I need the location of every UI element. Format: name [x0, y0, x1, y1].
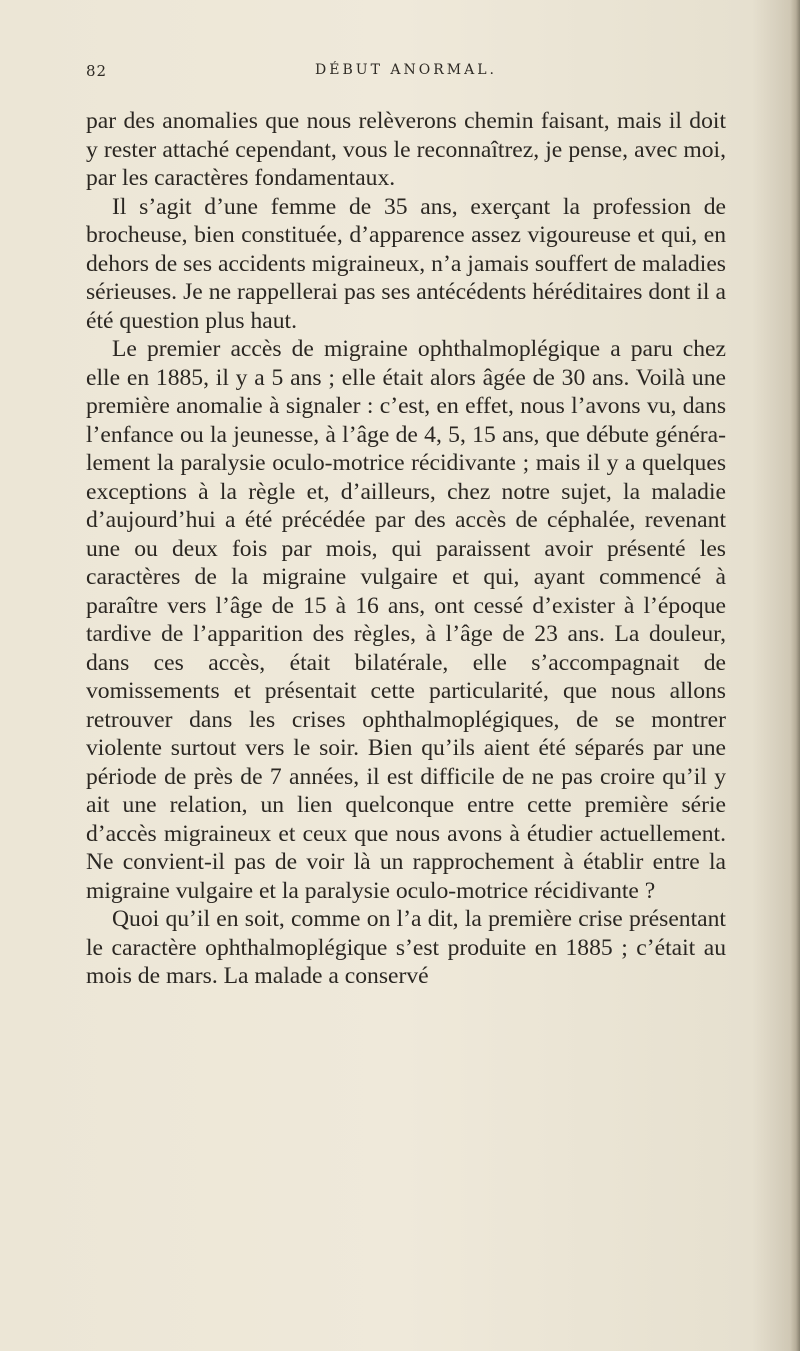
- paragraph-patient-description: Il s’agit d’une femme de 35 ans, exerçant la profession de brocheuse, bien constituée, d’apparence assez vigoureuse et qui, en dehors de ses accidents migraineux, n’a jamais souffert de maladies sérieuses. Je ne rappellerai pas ses antécédents héréditaires dont il a été question plus haut.: [86, 193, 726, 334]
- running-title: DÉBUT ANORMAL.: [315, 62, 497, 78]
- paragraph-continuation: par des anomalies que nous relèverons chemin faisant, mais il doit y rester attaché cependant, vous le reconnaîtrez, je pense, avec moi, par les caractères fondamentaux.: [86, 108, 726, 191]
- running-head: [86, 62, 726, 86]
- page-number: 82: [86, 62, 108, 80]
- body-text: [86, 107, 726, 991]
- paragraph-first-crisis: Quoi qu’il en soit, comme on l’a dit, la première crise présentant le caractère ophthalmoplégique s’est produite en 1885 ; c’était au mois de mars. La malade a conservé: [86, 906, 726, 989]
- page-edge-shadow: [790, 0, 800, 1351]
- paragraph-first-attack: Le premier accès de migraine ophthalmoplégique a paru chez elle en 1885, il y a 5 ans ; elle était alors âgée de 30 ans. Voilà une première anomalie à signaler : c’est, en effet, nous l’avons vu, dans l’enfance ou la jeunesse, à l’âge de 4, 5, 15 ans, que débute généralement la paralysie oculo-motrice récidivante ; mais il y a quelques exceptions à la règle et, d’ailleurs, chez notre sujet, la maladie d’aujourd’hui a été précédée par des accès de céphalée, revenant une ou deux fois par mois, qui paraissent avoir présenté les caractères de la migraine vulgaire et qui, ayant commencé à paraître vers l’âge de 15 à 16 ans, ont cessé d’exister à l’époque tardive de l’apparition des règles, à l’âge de 23 ans. La douleur, dans ces accès, était bilatérale, elle s’accompagnait de vomissements et présentait cette particularité, que nous allons retrouver dans les crises ophthalmoplégiques, de se montrer violente surtout vers le soir. Bien qu’ils aient été séparés par une période de près de 7 années, il est difficile de ne pas croire qu’il y ait une relation, un lien quelconque entre cette première série d’accès migraineux et ceux que nous avons à étudier actuellement. Ne convient-il pas de voir là un rapprochement à établir entre la migraine vulgaire et la paralysie oculo-motrice récidivante ?: [86, 336, 726, 904]
